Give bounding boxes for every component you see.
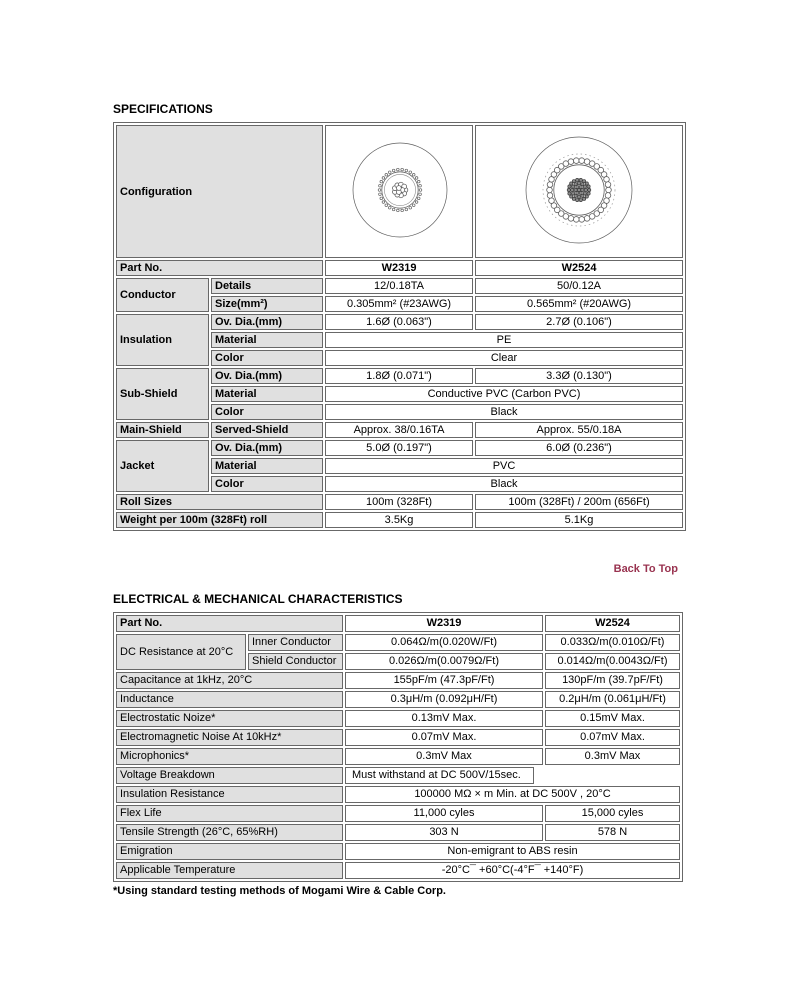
table-row bbox=[116, 314, 683, 330]
flex-life-label: Flex Life bbox=[116, 805, 343, 822]
sub-shield-dia-w2524: 3.3Ø (0.130") bbox=[475, 368, 683, 384]
insulation-resistance-label: Insulation Resistance bbox=[116, 786, 343, 803]
part-no-w2524: W2524 bbox=[475, 260, 683, 276]
material-label: Material bbox=[211, 386, 323, 402]
footnote: *Using standard testing methods of Mogami Wire & Cable Corp. bbox=[113, 885, 446, 897]
served-shield-label: Served-Shield bbox=[211, 422, 323, 438]
configuration-label: Configuration bbox=[116, 125, 323, 258]
insulation-resistance-value: 100000 MΩ × m Min. at DC 500V , 20°C bbox=[345, 786, 680, 803]
sub-shield-dia-w2319: 1.8Ø (0.071") bbox=[325, 368, 473, 384]
tensile-strength-w2524: 578 N bbox=[545, 824, 680, 841]
roll-sizes-label: Roll Sizes bbox=[116, 494, 323, 510]
back-to-top-row bbox=[113, 559, 678, 577]
table-row bbox=[116, 786, 680, 803]
jacket-label: Jacket bbox=[116, 440, 209, 492]
w2524-cross-section-diagram bbox=[479, 126, 679, 254]
capacitance-w2524: 130pF/m (39.7pF/Ft) bbox=[545, 672, 680, 689]
roll-sizes-w2319: 100m (328Ft) bbox=[325, 494, 473, 510]
table-row bbox=[116, 512, 683, 528]
dc-resistance-label: DC Resistance at 20°C bbox=[116, 634, 246, 670]
table-row bbox=[116, 260, 683, 276]
table-row bbox=[116, 710, 680, 727]
table-row bbox=[116, 862, 680, 879]
dc-res-inner-w2319: 0.064Ω/m(0.020W/Ft) bbox=[345, 634, 543, 651]
emigration-value: Non-emigrant to ABS resin bbox=[345, 843, 680, 860]
electromagnetic-noise-label: Electromagnetic Noise At 10kHz* bbox=[116, 729, 343, 746]
table-row bbox=[116, 729, 680, 746]
conductor-size-w2319: 0.305mm² (#23AWG) bbox=[325, 296, 473, 312]
tensile-strength-w2319: 303 N bbox=[345, 824, 543, 841]
specifications-table bbox=[113, 122, 686, 531]
color-label: Color bbox=[211, 404, 323, 420]
table-row bbox=[116, 125, 683, 258]
w2319-diagram-cell bbox=[325, 125, 473, 258]
voltage-breakdown-label: Voltage Breakdown bbox=[116, 767, 343, 784]
insulation-label: Insulation bbox=[116, 314, 209, 366]
electrical-title: ELECTRICAL & MECHANICAL CHARACTERISTICS bbox=[113, 592, 403, 606]
conductor-size-w2524: 0.565mm² (#20AWG) bbox=[475, 296, 683, 312]
electromagnetic-noise-w2319: 0.07mV Max. bbox=[345, 729, 543, 746]
inductance-w2524: 0.2μH/m (0.061μH/Ft) bbox=[545, 691, 680, 708]
microphonics-w2524: 0.3mV Max bbox=[545, 748, 680, 765]
table-row bbox=[116, 278, 683, 294]
table-row bbox=[116, 843, 680, 860]
insulation-dia-w2524: 2.7Ø (0.106") bbox=[475, 314, 683, 330]
inner-conductor-label: Inner Conductor bbox=[248, 634, 343, 651]
part-no-w2319: W2319 bbox=[325, 260, 473, 276]
microphonics-w2319: 0.3mV Max bbox=[345, 748, 543, 765]
ov-dia-label: Ov. Dia.(mm) bbox=[211, 440, 323, 456]
table-row bbox=[116, 805, 680, 822]
details-label: Details bbox=[211, 278, 323, 294]
part-no-label: Part No. bbox=[116, 260, 323, 276]
microphonics-label: Microphonics* bbox=[116, 748, 343, 765]
insulation-material: PE bbox=[325, 332, 683, 348]
ov-dia-label: Ov. Dia.(mm) bbox=[211, 368, 323, 384]
electrical-table bbox=[113, 612, 683, 882]
table-row bbox=[116, 440, 683, 456]
weight-w2319: 3.5Kg bbox=[325, 512, 473, 528]
ov-dia-label: Ov. Dia.(mm) bbox=[211, 314, 323, 330]
color-label: Color bbox=[211, 476, 323, 492]
elec-part-no-w2524: W2524 bbox=[545, 615, 680, 632]
w2524-diagram-cell bbox=[475, 125, 683, 258]
applicable-temperature-value: -20°C¯ +60°C(-4°F¯ +140°F) bbox=[345, 862, 680, 879]
jacket-dia-w2319: 5.0Ø (0.197") bbox=[325, 440, 473, 456]
tensile-strength-label: Tensile Strength (26°C, 65%RH) bbox=[116, 824, 343, 841]
table-row bbox=[116, 824, 680, 841]
jacket-color: Black bbox=[325, 476, 683, 492]
material-label: Material bbox=[211, 332, 323, 348]
table-row bbox=[116, 672, 680, 689]
electrostatic-noise-label: Electrostatic Noize* bbox=[116, 710, 343, 727]
flex-life-w2524: 15,000 cyles bbox=[545, 805, 680, 822]
voltage-breakdown-value: Must withstand at DC 500V/15sec. bbox=[345, 767, 534, 784]
weight-w2524: 5.1Kg bbox=[475, 512, 683, 528]
sub-shield-color: Black bbox=[325, 404, 683, 420]
jacket-dia-w2524: 6.0Ø (0.236") bbox=[475, 440, 683, 456]
table-row bbox=[116, 422, 683, 438]
back-to-top-link[interactable]: Back To Top bbox=[613, 563, 678, 575]
insulation-dia-w2319: 1.6Ø (0.063") bbox=[325, 314, 473, 330]
dc-res-shield-w2524: 0.014Ω/m(0.0043Ω/Ft) bbox=[545, 653, 680, 670]
table-row bbox=[116, 368, 683, 384]
electrostatic-noise-w2319: 0.13mV Max. bbox=[345, 710, 543, 727]
conductor-details-w2319: 12/0.18TA bbox=[325, 278, 473, 294]
elec-part-no-w2319: W2319 bbox=[345, 615, 543, 632]
table-row bbox=[116, 748, 680, 765]
main-shield-label: Main-Shield bbox=[116, 422, 209, 438]
dc-res-shield-w2319: 0.026Ω/m(0.0079Ω/Ft) bbox=[345, 653, 543, 670]
inductance-label: Inductance bbox=[116, 691, 343, 708]
main-shield-w2319: Approx. 38/0.16TA bbox=[325, 422, 473, 438]
table-row bbox=[116, 691, 680, 708]
capacitance-label: Capacitance at 1kHz, 20°C bbox=[116, 672, 343, 689]
electrostatic-noise-w2524: 0.15mV Max. bbox=[545, 710, 680, 727]
color-label: Color bbox=[211, 350, 323, 366]
conductor-details-w2524: 50/0.12A bbox=[475, 278, 683, 294]
material-label: Material bbox=[211, 458, 323, 474]
emigration-label: Emigration bbox=[116, 843, 343, 860]
inductance-w2319: 0.3μH/m (0.092μH/Ft) bbox=[345, 691, 543, 708]
sub-shield-label: Sub-Shield bbox=[116, 368, 209, 420]
flex-life-w2319: 11,000 cyles bbox=[345, 805, 543, 822]
sub-shield-material: Conductive PVC (Carbon PVC) bbox=[325, 386, 683, 402]
table-row bbox=[116, 494, 683, 510]
part-no-label: Part No. bbox=[116, 615, 343, 632]
jacket-material: PVC bbox=[325, 458, 683, 474]
shield-conductor-label: Shield Conductor bbox=[248, 653, 343, 670]
specifications-title: SPECIFICATIONS bbox=[113, 102, 213, 116]
voltage-breakdown-cell bbox=[345, 767, 680, 784]
table-row bbox=[116, 615, 680, 632]
weight-label: Weight per 100m (328Ft) roll bbox=[116, 512, 323, 528]
electromagnetic-noise-w2524: 0.07mV Max. bbox=[545, 729, 680, 746]
size-label: Size(mm²) bbox=[211, 296, 323, 312]
capacitance-w2319: 155pF/m (47.3pF/Ft) bbox=[345, 672, 543, 689]
content-column bbox=[113, 102, 688, 897]
dc-res-inner-w2524: 0.033Ω/m(0.010Ω/Ft) bbox=[545, 634, 680, 651]
conductor-label: Conductor bbox=[116, 278, 209, 312]
insulation-color: Clear bbox=[325, 350, 683, 366]
w2319-cross-section-diagram bbox=[326, 126, 473, 254]
roll-sizes-w2524: 100m (328Ft) / 200m (656Ft) bbox=[475, 494, 683, 510]
main-shield-w2524: Approx. 55/0.18A bbox=[475, 422, 683, 438]
table-row bbox=[116, 767, 680, 784]
table-row bbox=[116, 634, 680, 651]
applicable-temperature-label: Applicable Temperature bbox=[116, 862, 343, 879]
